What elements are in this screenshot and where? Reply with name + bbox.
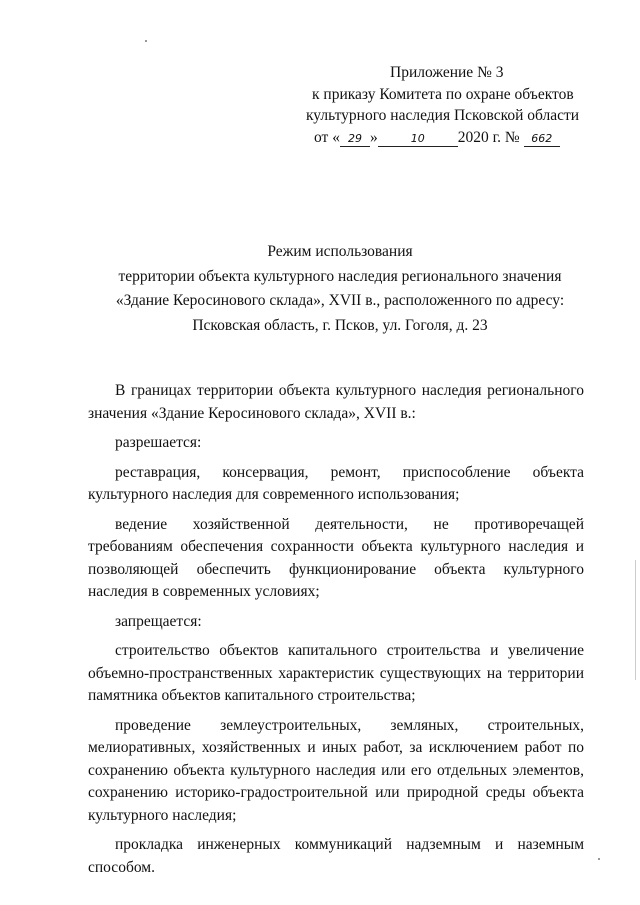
forbidden-item-1: строительство объектов капитального строительства и увеличение объемно-пространственных характеристик существующих на территории памятника объектов капитального строительства; — [88, 642, 584, 704]
handwritten-order-number: 662 — [524, 132, 560, 147]
allowed-label: разрешается: — [115, 434, 202, 451]
forbidden-item-3: прокладка инженерных коммуникаций надземным и наземным способом. — [88, 836, 584, 876]
annex-order-line: к приказу Комитета по охране объектов — [312, 85, 574, 103]
title-line-2: территории объекта культурного наследия регионального значения — [118, 267, 562, 285]
forbidden-label: запрещается: — [115, 612, 202, 630]
annex-number: Приложение № 3 — [390, 64, 504, 81]
forbidden-item-2: проведение землеустроительных, земляных, строительных, мелиоративных, хозяйственных и иных работ, за исключением работ по сохранению объекта культурного наследия или его отдельных элементов, сохранению историко-градостроительной или природной среды объекта культурного наследия; — [88, 716, 584, 824]
date-year-number: 2020 г. № — [457, 128, 520, 146]
scan-speck — [598, 858, 600, 860]
document-title — [60, 240, 620, 338]
annex-date-line — [306, 127, 606, 149]
annex-committee-line: культурного наследия Псковской области — [306, 107, 580, 124]
title-line-4: Псковская область, г. Псков, ул. Гоголя, д. 23 — [192, 316, 488, 334]
handwritten-day: 29 — [340, 132, 370, 147]
handwritten-month: 10 — [378, 132, 458, 147]
annex-header — [306, 62, 606, 148]
intro-paragraph: В границах территории объекта культурного наследия регионального значения «Здание Керосинового склада», XVII в.: — [88, 382, 584, 422]
allowed-item-1: реставрация, консервация, ремонт, приспособление объекта культурного наследия для современного использования; — [88, 463, 584, 503]
date-prefix: от « — [314, 128, 340, 146]
document-body — [88, 380, 584, 879]
date-quote-close: » — [369, 128, 378, 146]
scan-edge-line — [635, 560, 636, 680]
title-line-1: Режим использования — [267, 243, 413, 260]
allowed-item-2: ведение хозяйственной деятельности, не противоречащей требованиям обеспечения сохранности объекта культурного наследия и позволяющей обеспечить функционирование объекта культурного наследия в современных условиях; — [88, 515, 584, 600]
scan-speck — [145, 40, 147, 42]
title-line-3: «Здание Керосинового склада», XVII в., расположенного по адресу: — [115, 292, 565, 309]
